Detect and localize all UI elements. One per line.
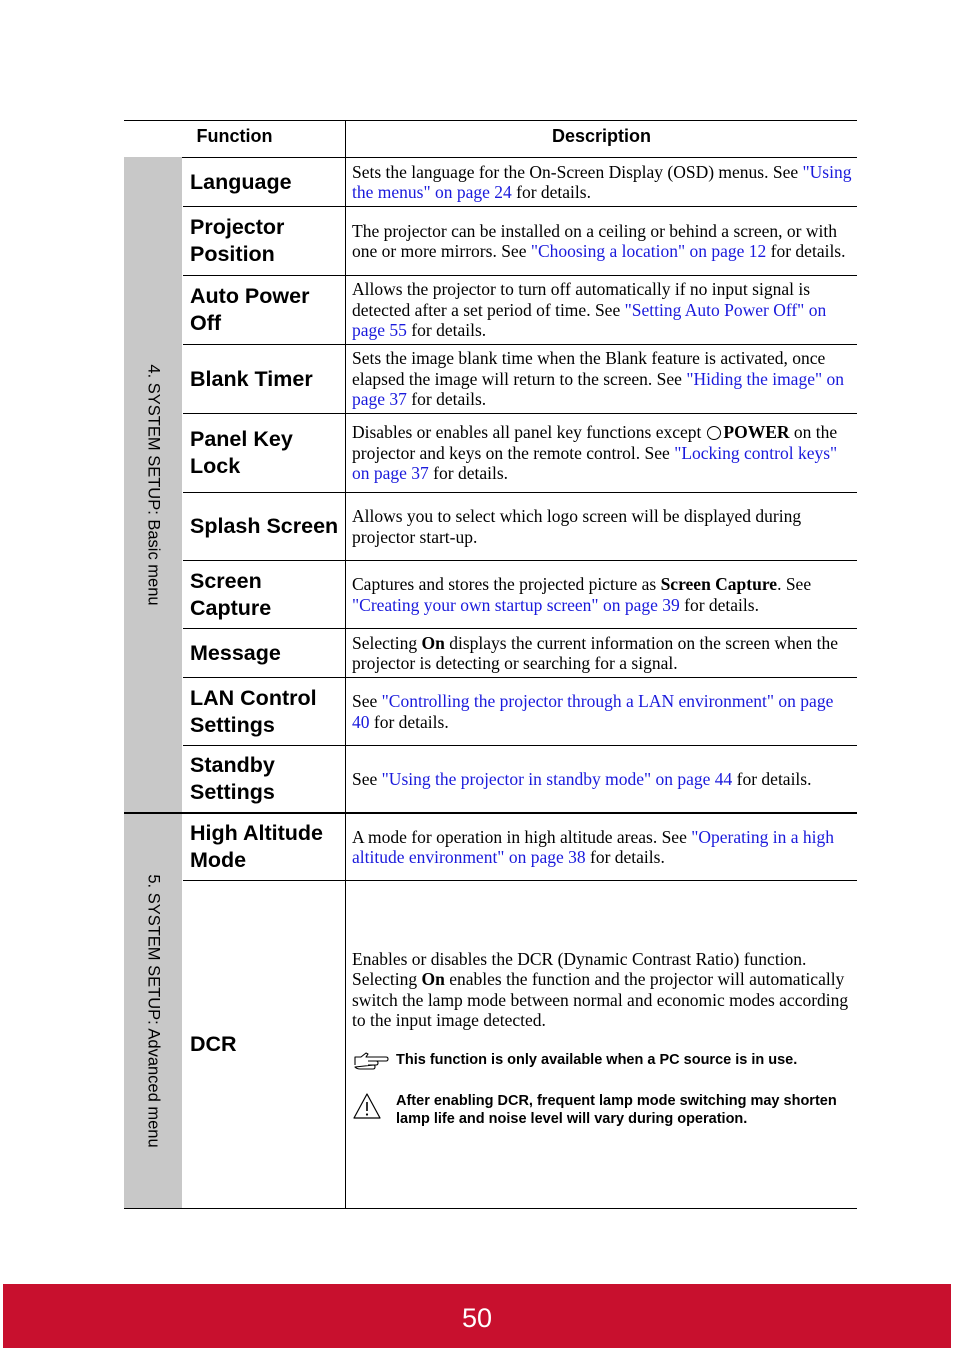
note [352, 1051, 850, 1076]
desc-text: Sets the language for the On-Screen Display (OSD) menus. See [352, 161, 803, 182]
description-cell [352, 561, 852, 628]
function-name: Projector Position [190, 215, 285, 266]
function-name: LAN Control Settings [190, 685, 317, 737]
description-cell [352, 414, 852, 492]
desc-text: . See [777, 574, 812, 594]
desc-text: A mode for operation in high altitude areas. See [352, 826, 692, 847]
page-number: 50 [461, 1303, 493, 1333]
desc-text: for details. [679, 594, 759, 615]
page-link[interactable]: "Hiding the image" on page 37 [352, 368, 844, 410]
desc-text: Captures and stores the projected picture as [352, 574, 661, 594]
description-cell [352, 881, 850, 1201]
desc-text: The projector can be installed on a ceiling or behind a screen, or with one or more mirrors. See [352, 220, 837, 261]
description-cell [352, 493, 852, 560]
power-circle-icon [707, 426, 721, 440]
function-name: Standby Settings [190, 753, 275, 804]
description-cell [352, 814, 852, 880]
desc-text: for details. [511, 182, 591, 202]
page-footer [3, 1284, 951, 1348]
page-link[interactable]: "Locking control keys" on page 37 [352, 442, 838, 484]
function-name: Splash Screen [190, 514, 339, 538]
description-cell [352, 746, 852, 812]
desc-bold: On [421, 632, 445, 653]
desc-text: for details. [428, 463, 509, 484]
page-link[interactable]: "Controlling the projector through a LAN environment" on page 40 [352, 691, 834, 732]
warning [352, 1092, 850, 1128]
section-advanced-menu [124, 814, 182, 1208]
desc-text: Allows you to select which logo screen will be displayed during projector start-up. [352, 506, 802, 547]
page-link[interactable]: "Creating your own startup screen" on page 39 [352, 594, 680, 615]
desc-text: displays the current information on the screen when the projector is detecting or searching for a signal. [352, 632, 839, 673]
description-cell [352, 276, 852, 344]
desc-text: for details. [585, 847, 665, 867]
desc-text: See [352, 768, 382, 789]
desc-text: for details. [406, 389, 487, 410]
warning-text: After enabling DCR, frequent lamp mode switching may shorten lamp life and noise level will vary during operation. [396, 1092, 837, 1127]
desc-text: Allows the projector to turn off automatically if no input signal is detected after a set period of time. See [352, 279, 810, 320]
desc-text: for details. [369, 711, 449, 732]
desc-text: Enables or disables the DCR (Dynamic Contrast Ratio) function. Selecting [352, 948, 807, 989]
function-name: Screen Capture [190, 568, 272, 620]
description-cell [352, 629, 852, 677]
page-link[interactable]: "Using the projector in standby mode" on page 44 [381, 768, 733, 789]
desc-text: Sets the image blank time when the Blank feature is activated, once elapsed the image will return to the screen. See [352, 348, 826, 389]
section-basic-menu [124, 157, 182, 812]
desc-text: for details. [766, 241, 846, 261]
page-link[interactable]: "Operating in a high altitude environment" on page 38 [352, 826, 834, 867]
desc-text: on the projector and keys on the remote control. See [352, 422, 838, 463]
function-name: DCR [190, 1032, 237, 1056]
description-column-header: Description [551, 126, 652, 146]
function-column-header: Function [196, 126, 273, 146]
desc-bold: Screen Capture [660, 574, 778, 594]
page-link[interactable]: "Choosing a location" on page 12 [530, 241, 767, 261]
column-divider [345, 120, 346, 1209]
page-link[interactable]: "Setting Auto Power Off" on page 55 [352, 299, 827, 341]
desc-text: for details. [406, 320, 487, 341]
pointing-hand-icon [352, 1051, 396, 1076]
description-cell [352, 207, 852, 275]
description-cell [352, 345, 852, 413]
function-name: Message [190, 640, 281, 665]
note-text: This function is only available when a PC source is in use. [396, 1051, 798, 1068]
section-label: 4. SYSTEM SETUP: Basic menu [144, 363, 163, 606]
function-name: High Altitude Mode [190, 821, 323, 872]
desc-text: Selecting [352, 632, 422, 653]
desc-bold: On [421, 969, 445, 989]
table-bottom-rule [124, 1208, 857, 1209]
desc-text: Disables or enables all panel key functions except [352, 422, 702, 443]
power-key-label: POWER [723, 422, 790, 443]
function-name: Auto Power Off [190, 284, 310, 335]
desc-text: enables the function and the projector will automatically switch the lamp mode between normal and economic modes according to the input image detected. [352, 969, 849, 1030]
desc-text: for details. [732, 768, 812, 789]
function-name: Language [190, 169, 292, 194]
function-name: Blank Timer [190, 366, 313, 391]
page-link[interactable]: "Using the menus" on page 24 [352, 161, 852, 202]
warning-triangle-icon [352, 1092, 396, 1125]
desc-text: See [352, 691, 382, 711]
section-label: 5. SYSTEM SETUP: Advanced menu [144, 874, 163, 1148]
function-name: Panel Key Lock [190, 427, 293, 478]
description-cell [352, 158, 852, 206]
description-cell [352, 678, 852, 745]
